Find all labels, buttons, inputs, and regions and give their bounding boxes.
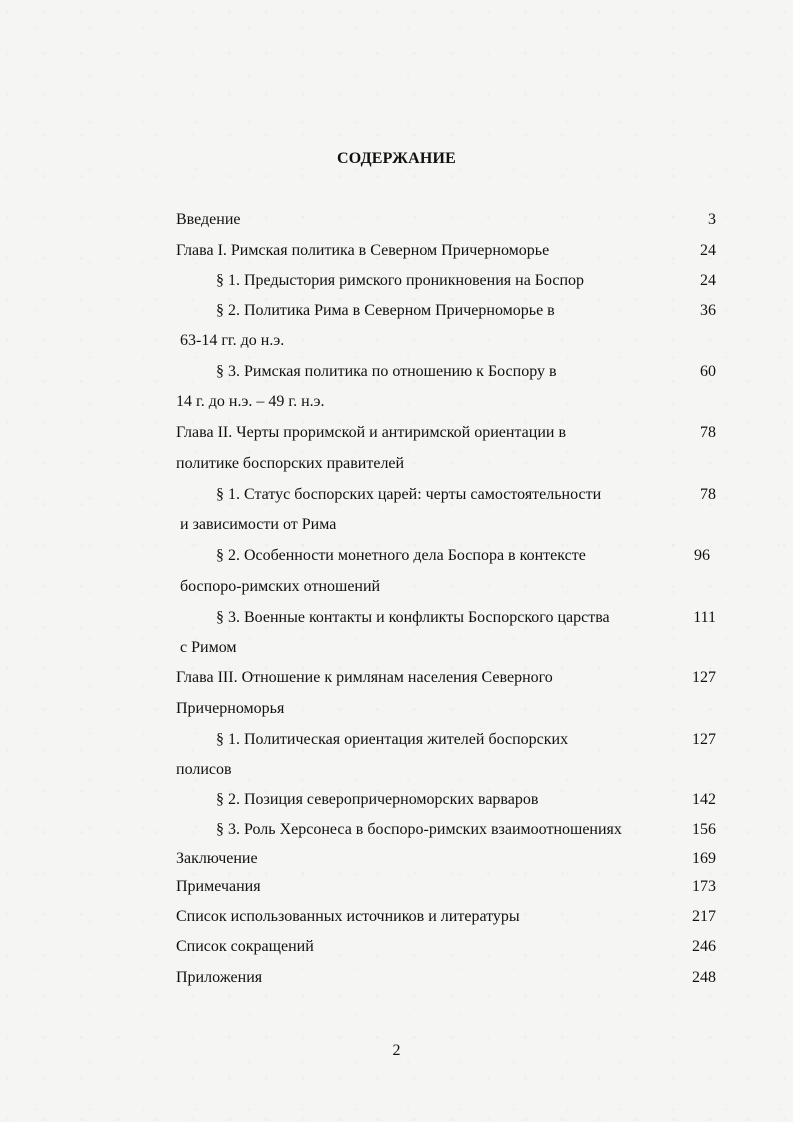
toc-entry-page: 127 [692, 731, 716, 748]
toc-entry-title: Список сокращений [176, 938, 314, 955]
toc-entry-ch3-sec2 [176, 788, 716, 812]
toc-entry-continuation [176, 697, 716, 721]
toc-entry-title-continued: боспоро-римских отношений [180, 578, 381, 595]
toc-entry-title: § 3. Роль Херсонеса в боспоро-римских взаимоотношениях [216, 821, 622, 838]
toc-entry-title-continued: 63-14 гг. до н.э. [180, 332, 285, 349]
toc-entry-page: 78 [700, 424, 716, 441]
toc-entry-title: § 1. Статус боспорских царей: черты самостоятельности [216, 486, 602, 503]
toc-entry-appendices [176, 966, 716, 990]
toc-entry-page: 127 [692, 669, 716, 686]
toc-entry-continuation [180, 636, 720, 660]
toc-entry-continuation [176, 452, 716, 476]
toc-entry-title-continued: 14 г. до н.э. – 49 г. н.э. [176, 393, 325, 410]
toc-entry-page: 24 [700, 272, 716, 289]
toc-entry-ch3-sec1 [176, 728, 716, 752]
toc-entry-title: Глава I. Римская политика в Северном Причерноморье [176, 242, 550, 259]
toc-entry-ch1-sec2 [176, 299, 716, 323]
toc-entry-title: § 1. Предыстория римского проникновения на Боспор [216, 272, 585, 289]
toc-entry-title: § 3. Военные контакты и конфликты Боспорского царства [216, 609, 610, 626]
toc-entry-notes [176, 875, 716, 899]
toc-entry-title: § 3. Римская политика по отношению к Боспору в [216, 363, 557, 380]
toc-entry-title-continued: и зависимости от Рима [180, 516, 337, 533]
toc-entry-page: 246 [692, 938, 716, 955]
toc-entry-page: 248 [692, 969, 716, 986]
toc-entry-title-continued: полисов [176, 761, 232, 778]
toc-entry-chapter-1 [176, 239, 716, 263]
toc-entry-title: § 2. Политика Рима в Северном Причерноморье в [216, 302, 555, 319]
toc-entry-page: 169 [692, 850, 716, 867]
toc-entry-title: Глава II. Черты проримской и антиримской ориентации в [176, 424, 566, 441]
toc-entry-title: § 1. Политическая ориентация жителей боспорских [216, 731, 569, 748]
toc-entry-title: § 2. Особенности монетного дела Боспора в контексте [216, 547, 586, 564]
toc-entry-page: 60 [700, 363, 716, 380]
page-title: СОДЕРЖАНИЕ [336, 150, 457, 167]
toc-entry-page: 24 [700, 242, 716, 259]
page-number: 2 [392, 1042, 401, 1059]
toc-entry-chapter-3 [176, 666, 716, 690]
toc-entry-page: 111 [693, 609, 716, 626]
toc-entry-continuation [180, 575, 720, 599]
toc-entry-chapter-2 [176, 421, 716, 445]
toc-entry-ch2-sec1 [176, 483, 716, 507]
toc-entry-continuation [176, 390, 716, 414]
toc-entry-continuation [180, 513, 720, 537]
toc-entry-title: Заключение [176, 850, 258, 867]
toc-entry-title-continued: Причерноморья [176, 700, 285, 717]
toc-entry-ch2-sec3 [176, 606, 716, 630]
toc-entry-bibliography [176, 905, 716, 929]
toc-entry-page: 78 [700, 486, 716, 503]
toc-entry-ch3-sec3 [176, 818, 716, 842]
toc-entry-page: 156 [692, 821, 716, 838]
toc-entry-title: Приложения [176, 969, 263, 986]
toc-entry-page: 3 [708, 211, 716, 228]
toc-entry-conclusion [176, 847, 716, 871]
toc-entry-title-continued: политике боспорских правителей [176, 455, 405, 472]
toc-entry-title: Список использованных источников и литературы [176, 908, 520, 925]
toc-entry-page: 142 [692, 791, 716, 808]
toc-entry-abbreviations [176, 935, 716, 959]
toc-entry-page: 173 [692, 878, 716, 895]
toc-entry-title: § 2. Позиция северопричерноморских варваров [216, 791, 539, 808]
toc-entry-ch1-sec1 [176, 269, 716, 293]
toc-entry-page: 217 [692, 908, 716, 925]
toc-entry-introduction [176, 208, 716, 232]
toc-entry-title: Глава III. Отношение к римлянам населения Северного [176, 669, 553, 686]
toc-entry-page: 96 [694, 547, 710, 564]
toc-entry-title-continued: с Римом [180, 639, 237, 656]
toc-entry-ch1-sec3 [176, 360, 716, 384]
toc-entry-title: Введение [176, 211, 241, 228]
toc-entry-continuation [180, 329, 720, 353]
toc-entry-ch2-sec2 [176, 544, 716, 568]
toc-entry-page: 36 [700, 302, 716, 319]
toc-entry-title: Примечания [176, 878, 261, 895]
toc-entry-continuation [176, 758, 716, 782]
